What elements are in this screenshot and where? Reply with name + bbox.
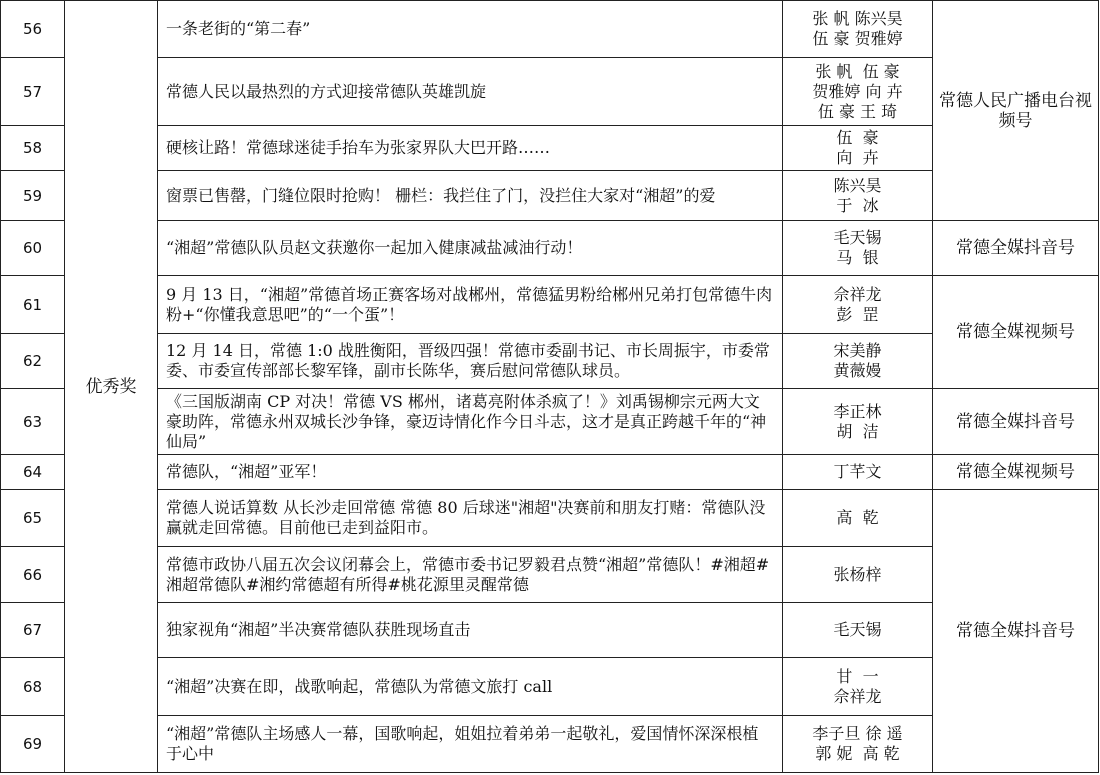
author-line: 彭 罡 bbox=[836, 304, 879, 324]
work-title: “湘超”决赛在即，战歌响起，常德队为常德文旅打 call bbox=[158, 658, 783, 716]
authors bbox=[783, 58, 933, 126]
row-number: 57 bbox=[1, 58, 65, 126]
authors bbox=[783, 490, 933, 547]
author-line: 于 冰 bbox=[836, 195, 879, 215]
table-row bbox=[1, 221, 1099, 276]
authors bbox=[783, 276, 933, 334]
author-line: 甘 一 bbox=[836, 666, 879, 686]
row-number: 67 bbox=[1, 603, 65, 658]
author-line: 陈兴昊 bbox=[833, 175, 882, 195]
author-line: 高 乾 bbox=[836, 508, 879, 527]
authors bbox=[783, 126, 933, 171]
table-row bbox=[1, 389, 1099, 455]
author-line: 张杨梓 bbox=[833, 564, 882, 584]
row-number: 65 bbox=[1, 490, 65, 547]
publishing-unit: 常德全媒抖音号 bbox=[933, 389, 1099, 455]
authors bbox=[783, 171, 933, 221]
author-line: 丁芊文 bbox=[833, 462, 882, 481]
author-line: 黄薇嫚 bbox=[833, 361, 882, 380]
award-level: 优秀奖 bbox=[65, 1, 158, 773]
author-line: 伍 豪 王 琦 bbox=[817, 101, 898, 121]
table-row bbox=[1, 490, 1099, 547]
author-line: 张 帆 陈兴昊 bbox=[812, 9, 903, 28]
publishing-unit: 常德全媒视频号 bbox=[933, 276, 1099, 389]
publishing-unit: 常德全媒抖音号 bbox=[933, 221, 1099, 276]
row-number: 59 bbox=[1, 171, 65, 221]
work-title: 9 月 13 日，“湘超”常德首场正赛客场对战郴州，常德猛男粉给郴州兄弟打包常德牛肉粉+“你懂我意思吧”的“一个蛋”！ bbox=[158, 276, 783, 334]
authors bbox=[783, 603, 933, 658]
work-title: 常德人说话算数 从长沙走回常德 常德 80 后球迷"湘超"决赛前和朋友打赌：常德队没赢就走回常德。目前他已走到益阳市。 bbox=[158, 490, 783, 547]
author-line: 宋美静 bbox=[833, 341, 882, 360]
row-number: 60 bbox=[1, 221, 65, 276]
authors bbox=[783, 455, 933, 490]
authors bbox=[783, 716, 933, 773]
authors bbox=[783, 389, 933, 455]
author-line: 伍 豪 贺雅婷 bbox=[812, 29, 903, 48]
row-number: 69 bbox=[1, 716, 65, 773]
author-line: 向 卉 bbox=[836, 148, 879, 167]
row-number: 64 bbox=[1, 455, 65, 490]
authors bbox=[783, 334, 933, 389]
author-line: 马 银 bbox=[836, 248, 879, 267]
publishing-unit: 常德全媒抖音号 bbox=[933, 490, 1099, 773]
authors bbox=[783, 221, 933, 276]
author-line: 郭 妮 高 乾 bbox=[815, 744, 900, 763]
work-title: “湘超”常德队队员赵文获邀你一起加入健康减盐减油行动！ bbox=[158, 221, 783, 276]
row-number: 66 bbox=[1, 547, 65, 603]
table-row bbox=[1, 455, 1099, 490]
author-line: 贺雅婷 向 卉 bbox=[812, 81, 903, 101]
work-title: 硬核让路！常德球迷徒手抬车为张家界队大巴开路…… bbox=[158, 126, 783, 171]
work-title: 12 月 14 日，常德 1:0 战胜衡阳，晋级四强！常德市委副书记、市长周振宇，市委常委、市委宣传部部长黎军锋，副市长陈华，赛后慰问常德队球员。 bbox=[158, 334, 783, 389]
work-title: 常德市政协八届五次会议闭幕会上，常德市委书记罗毅君点赞“湘超”常德队！#湘超#湘超常德队#湘约常德超有所得#桃花源里灵醒常德 bbox=[158, 547, 783, 603]
work-title: 《三国版湖南 CP 对决！常德 VS 郴州，诸葛亮附体杀疯了！》刘禹锡柳宗元两大文豪助阵，常德永州双城长沙争锋，豪迈诗情化作今日斗志，这才是真正跨越千年的“神仙局” bbox=[158, 389, 783, 455]
authors bbox=[783, 658, 933, 716]
publishing-unit: 常德人民广播电台视频号 bbox=[933, 1, 1099, 221]
row-number: 63 bbox=[1, 389, 65, 455]
author-line: 李正林 bbox=[833, 401, 882, 421]
work-title: 窗票已售罄，门缝位限时抢购！ 栅栏：我拦住了门，没拦住大家对“湘超”的爱 bbox=[158, 171, 783, 221]
author-line: 胡 洁 bbox=[836, 421, 879, 441]
authors bbox=[783, 1, 933, 58]
author-line: 伍 豪 bbox=[836, 128, 879, 147]
author-line: 毛天锡 bbox=[833, 228, 882, 247]
row-number: 62 bbox=[1, 334, 65, 389]
authors bbox=[783, 547, 933, 603]
author-line: 毛天锡 bbox=[833, 620, 882, 639]
work-title: 一条老街的“第二春” bbox=[158, 1, 783, 58]
row-number: 68 bbox=[1, 658, 65, 716]
work-title: 独家视角“湘超”半决赛常德队获胜现场直击 bbox=[158, 603, 783, 658]
author-line: 李子旦 徐 遥 bbox=[812, 724, 903, 743]
row-number: 61 bbox=[1, 276, 65, 334]
work-title: 常德人民以最热烈的方式迎接常德队英雄凯旋 bbox=[158, 58, 783, 126]
author-line: 佘祥龙 bbox=[833, 284, 882, 304]
row-number: 56 bbox=[1, 1, 65, 58]
author-line: 佘祥龙 bbox=[833, 686, 882, 706]
publishing-unit: 常德全媒视频号 bbox=[933, 455, 1099, 490]
author-line: 张 帆 伍 豪 bbox=[815, 61, 900, 81]
row-number: 58 bbox=[1, 126, 65, 171]
table-row bbox=[1, 276, 1099, 334]
table-row bbox=[1, 1, 1099, 58]
work-title: 常德队，“湘超”亚军！ bbox=[158, 455, 783, 490]
work-title: “湘超”常德队主场感人一幕，国歌响起，姐姐拉着弟弟一起敬礼，爱国情怀深深根植于心中 bbox=[158, 716, 783, 773]
